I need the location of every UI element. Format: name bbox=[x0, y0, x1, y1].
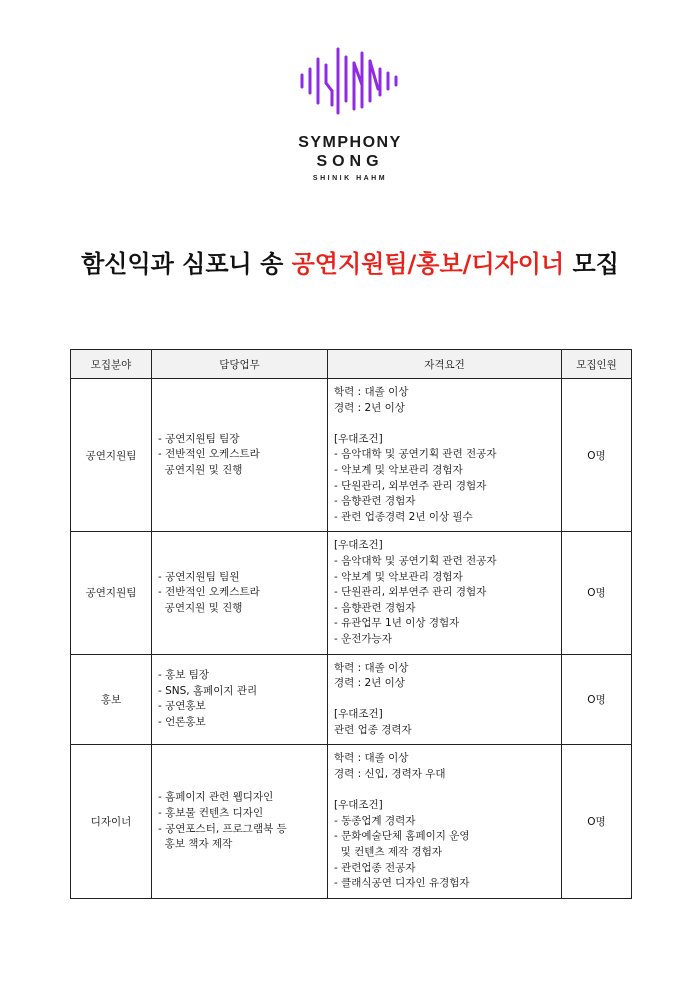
requirement-line: - 단원관리, 외부연주 관리 경험자 bbox=[334, 586, 487, 599]
requirement-line: - 단원관리, 외부연주 관리 경험자 bbox=[334, 479, 487, 492]
count-cell: O명 bbox=[562, 532, 632, 654]
recruitment-table bbox=[70, 349, 632, 899]
brand-name-song: SONG bbox=[316, 153, 384, 170]
requirement-line bbox=[334, 416, 555, 432]
requirement-line: - 음향관련 경험자 bbox=[334, 495, 416, 508]
requirement-line: 및 컨텐츠 제작 경험자 bbox=[334, 846, 442, 859]
requirement-line: - 음악대학 및 공연기획 관련 전공자 bbox=[334, 554, 497, 567]
requirement-line: - 관련업종 전공자 bbox=[334, 861, 416, 874]
title-highlight: 공연지원팀/홍보/디자이너 bbox=[291, 250, 565, 278]
requirement-line: 관련 업종 경력자 bbox=[334, 723, 412, 736]
count-cell: O명 bbox=[562, 654, 632, 745]
duty-line: - SNS, 홈페이지 관리 bbox=[158, 684, 258, 697]
requirement-line: - 음향관련 경험자 bbox=[334, 601, 416, 614]
brand-logo bbox=[300, 45, 400, 117]
requirement-line: - 유관업무 1년 이상 경험자 bbox=[334, 617, 460, 630]
requirement-line: [우대조건] bbox=[334, 799, 383, 812]
duty-line: 공연지원 및 진행 bbox=[158, 463, 243, 476]
count-cell: O명 bbox=[562, 379, 632, 532]
requirement-line: - 악보계 및 악보관리 경험자 bbox=[334, 463, 463, 476]
brand-name-symphony: SYMPHONY bbox=[298, 134, 402, 151]
duty-line: - 홍보 팀장 bbox=[158, 669, 210, 682]
requirement-line: 학력 : 대졸 이상 bbox=[334, 752, 409, 765]
requirement-line: 학력 : 대졸 이상 bbox=[334, 661, 409, 674]
duties-cell bbox=[152, 532, 328, 654]
requirement-line: 경력 : 2년 이상 bbox=[334, 677, 405, 690]
duty-line: 공연지원 및 진행 bbox=[158, 601, 243, 614]
requirement-line: 경력 : 2년 이상 bbox=[334, 401, 405, 414]
requirement-line: 경력 : 신입, 경력자 우대 bbox=[334, 768, 446, 781]
field-cell: 공연지원팀 bbox=[71, 532, 152, 654]
duties-cell bbox=[152, 745, 328, 898]
duty-line: - 전반적인 오케스트라 bbox=[158, 448, 260, 461]
requirement-line: - 클래식공연 디자인 유경험자 bbox=[334, 877, 470, 890]
count-cell: O명 bbox=[562, 745, 632, 898]
duty-line: - 홍보물 컨텐츠 디자인 bbox=[158, 807, 264, 820]
requirement-line: - 운전가능자 bbox=[334, 632, 392, 645]
requirement-line: - 동종업계 경력자 bbox=[334, 814, 416, 827]
duties-cell bbox=[152, 379, 328, 532]
duty-line: - 공연홍보 bbox=[158, 700, 206, 713]
duties-cell bbox=[152, 654, 328, 745]
duty-line: - 언론홍보 bbox=[158, 716, 206, 729]
table-row bbox=[71, 745, 632, 898]
duty-line: - 홈페이지 관련 웹디자인 bbox=[158, 791, 274, 804]
requirements-cell bbox=[328, 654, 562, 745]
requirement-line bbox=[334, 692, 555, 708]
duty-line: - 공연포스터, 프로그램북 등 bbox=[158, 822, 287, 835]
requirement-line: - 관련 업종경력 2년 이상 필수 bbox=[334, 510, 473, 523]
table-row bbox=[71, 379, 632, 532]
page-title bbox=[0, 244, 700, 279]
requirement-line: - 음악대학 및 공연기획 관련 전공자 bbox=[334, 448, 497, 461]
table-row bbox=[71, 654, 632, 745]
header-field: 모집분야 bbox=[71, 350, 152, 379]
table-row bbox=[71, 532, 632, 654]
requirement-line: [우대조건] bbox=[334, 432, 383, 445]
duty-line: - 공연지원팀 팀원 bbox=[158, 570, 240, 583]
duty-line: - 공연지원팀 팀장 bbox=[158, 432, 240, 445]
requirement-line: - 문화예술단체 홈페이지 운영 bbox=[334, 830, 470, 843]
title-suffix: 모집 bbox=[564, 250, 619, 278]
requirements-cell bbox=[328, 379, 562, 532]
requirement-line: 학력 : 대졸 이상 bbox=[334, 386, 409, 398]
requirements-cell bbox=[328, 745, 562, 898]
header-count: 모집인원 bbox=[562, 350, 632, 379]
title-prefix: 함신익과 심포니 송 bbox=[81, 250, 292, 278]
duty-line: 홍보 책자 제작 bbox=[158, 838, 233, 851]
table-header-row bbox=[71, 350, 632, 379]
header-requirements: 자격요건 bbox=[328, 350, 562, 379]
brand-subname: SHINIK HAHM bbox=[312, 175, 388, 182]
requirement-line: - 악보계 및 악보관리 경험자 bbox=[334, 570, 463, 583]
duty-line: - 전반적인 오케스트라 bbox=[158, 586, 260, 599]
requirement-line bbox=[334, 783, 555, 799]
field-cell: 홍보 bbox=[71, 654, 152, 745]
sound-wave-logo-icon bbox=[300, 45, 400, 117]
field-cell: 공연지원팀 bbox=[71, 379, 152, 532]
header-duties: 담당업무 bbox=[152, 350, 328, 379]
requirement-line: [우대조건] bbox=[334, 708, 383, 721]
requirements-cell bbox=[328, 532, 562, 654]
requirement-line: [우대조건] bbox=[334, 539, 383, 552]
field-cell: 디자이너 bbox=[71, 745, 152, 898]
